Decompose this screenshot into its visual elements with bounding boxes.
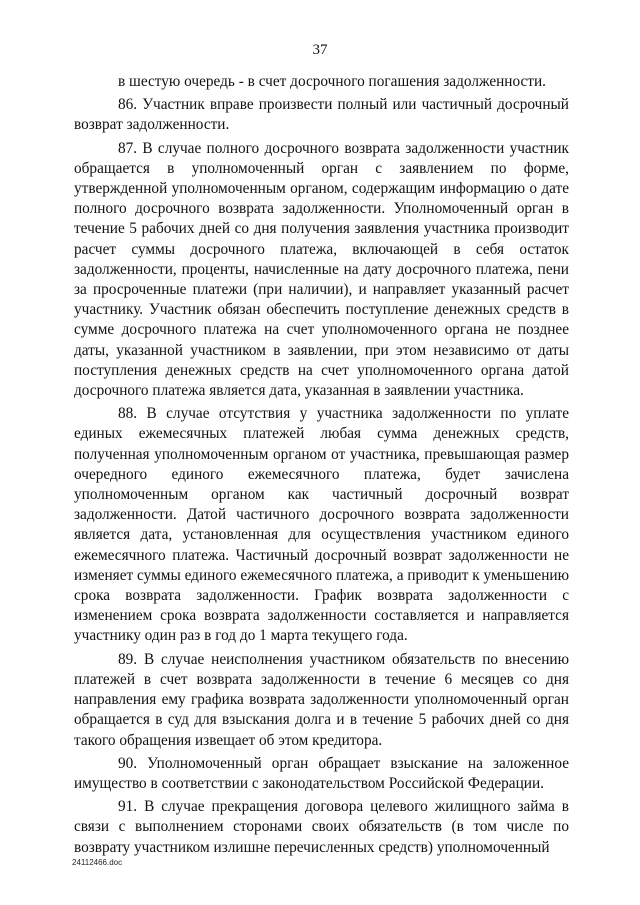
paragraph-87: 87. В случае полного досрочного возврата задолженности участник обращается в уполномоченный орган с заявлением по форме, утвержденной уполномоченным органом, содержащим информацию о дате полного досрочного возврата задолженности. Уполномоченный орган в течение 5 рабочих дней со дня получения заявления участника производит расчет суммы досрочного платежа, включающей в себя остаток задолженности, проценты, начисленные на дату досрочного платежа, пени за просроченные платежи (при наличии), и направляет указанный расчет участнику. Участник обязан обеспечить поступление денежных средств в сумме досрочного платежа на счет уполномоченного органа не позднее даты, указанной участником в заявлении, при этом независимо от даты поступления денежных средств на счет уполномоченного органа датой досрочного платежа является дата, указанная в заявлении участника. bbox=[74, 139, 569, 400]
paragraph-91: 91. В случае прекращения договора целевого жилищного займа в связи с выполнением сторонами своих обязательств (в том числе по возврату участником излишне перечисленных средств) уполномоченный bbox=[74, 798, 569, 856]
page-number: 37 bbox=[312, 42, 328, 58]
paragraph-90: 90. Уполномоченный орган обращает взыскание на заложенное имущество в соответствии с законодательством Российской Федерации. bbox=[74, 754, 569, 792]
document-body bbox=[74, 72, 569, 861]
paragraph-86: 86. Участник вправе произвести полный или частичный досрочный возврат задолженности. bbox=[74, 96, 569, 134]
document-footer-code: 24112466.doc bbox=[72, 858, 123, 867]
paragraph-continuation: в шестую очередь - в счет досрочного погашения задолженности. bbox=[118, 73, 546, 90]
paragraph-88: 88. В случае отсутствия у участника задолженности по уплате единых ежемесячных платежей любая сумма денежных средств, полученная уполномоченным органом от участника, превышающая размер очередного единого ежемесячного платежа, будет зачислена уполномоченным органом как частичный досрочный возврат задолженности. Датой частичного досрочного возврата задолженности является дата, установленная для осуществления участником единого ежемесячного платежа. Частичный досрочный возврат задолженности не изменяет суммы единого ежемесячного платежа, а приводит к уменьшению срока возврата задолженности. График возврата задолженности с изменением срока возврата задолженности составляется и направляется участнику один раз в год до 1 марта текущего года. bbox=[74, 405, 569, 645]
paragraph-89: 89. В случае неисполнения участником обязательств по внесению платежей в счет возврата задолженности в течение 6 месяцев со дня направления ему графика возврата задолженности уполномоченный орган обращается в суд для взыскания долга и в течение 5 рабочих дней со дня такого обращения извещает об этом кредитора. bbox=[74, 650, 569, 749]
